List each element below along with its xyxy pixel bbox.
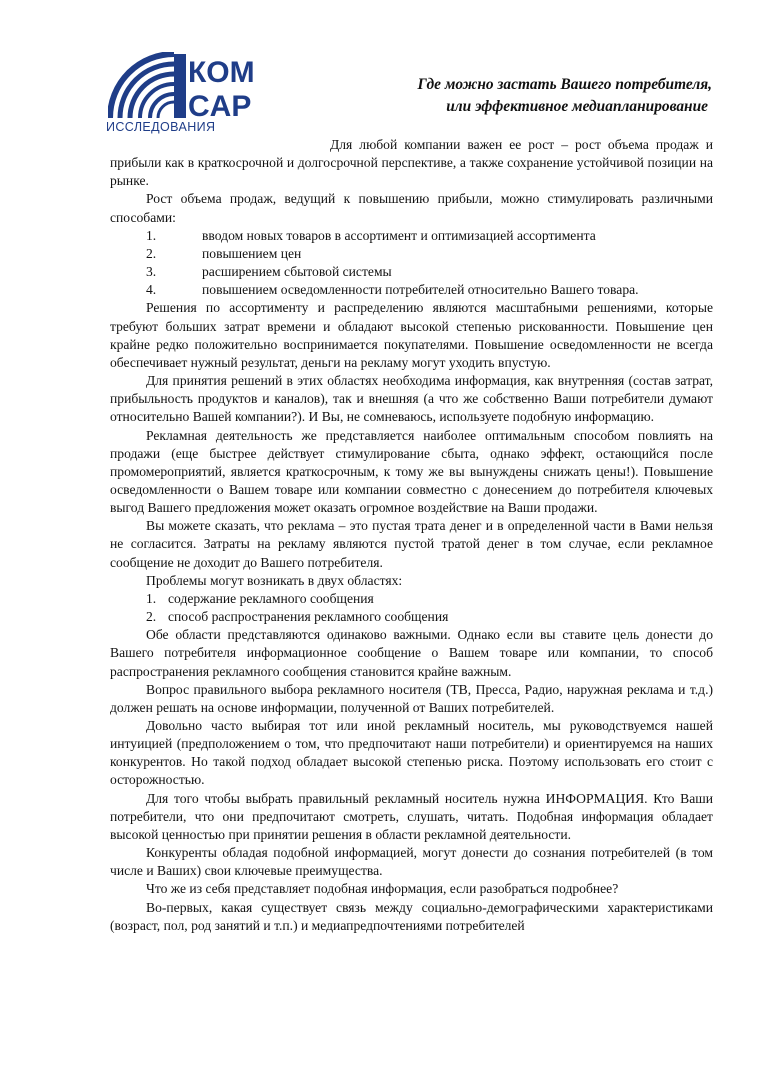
list-number: 2. [146,245,157,261]
paragraph-1: Для любой компании важен ее рост – рост объема продаж и прибыли как в краткосрочной и долгосрочной перспективе, а также сохранение устойчивой позиции на рынке. [110,137,713,189]
title-line-2: или эффективное медиапланирование [446,98,708,115]
paragraph-12: Конкуренты обладая подобной информацией, могут донести до сознания потребителей (в том числе и Ваших) свои ключевые преимущества. [110,845,713,879]
paragraph-5: Рекламная деятельность же представляется наиболее оптимальным способом повлиять на продажи (еще быстрее действует стимулирование сбыта, однако эффект, остающийся после промомероприятий, является краткосрочным, к тому же вы вынуждены снижать цены!). Повышение осведомленности о Вашем товаре или компании совместно с донесением до потребителя ключевых выгод Вашего предложения может оказать огромное воздействие на Ваши продажи. [110,427,713,516]
paragraph-3: Решения по ассортименту и распределению являются масштабными решениями, которые требуют больших затрат времени и обладают высокой степенью рискованности. Повышение цен крайне редко положительно воспринимается покупателями. Повышение осведомленности не всегда обеспечивает нужный результат, деньги на рекламу могут уходить впустую. [110,300,713,370]
paragraph-11: Для того чтобы выбрать правильный рекламный носитель нужна ИНФОРМАЦИЯ. Кто Ваши потребители, что они предпочитают смотреть, слушать, читать. Подобная информация обладает высокой ценностью при принятии решения в области рекламной деятельности. [110,790,713,842]
list-text: способ распространения рекламного сообщения [168,609,449,625]
list-number: 2. [146,609,157,625]
list-item [110,245,713,263]
paragraph-6: Вы можете сказать, что реклама – это пустая трата денег и в определенной части в Вами нельзя не согласится. Затраты на рекламу являются пустой тратой денег в том случае, если рекламное сообщение не доходит до Вашего потребителя. [110,518,713,570]
list-item [110,263,713,281]
title-line-1: Где можно застать Вашего потребителя, [417,76,712,93]
paragraph-10: Довольно часто выбирая тот или иной рекламный носитель, мы руководствуемся нашей интуицией (предположением о том, что предпочитают наши потребители) и ориентируемся на наших конкурентов. Но такой подход обладает высокой степенью риска. Поэтому использовать его стоит с осторожностью. [110,718,713,788]
list-number: 3. [146,264,157,280]
logo-arcs-icon [108,52,308,122]
list-item [110,590,713,608]
list-number: 4. [146,282,157,298]
paragraph-8: Обе области представляются одинаково важными. Однако если вы ставите цель донести до Вашего потребителя информационное сообщение о Вашем товаре или компании, то способ распространения рекламного сообщения становится крайне важным. [110,627,713,679]
list-text: содержание рекламного сообщения [168,590,374,606]
logo-text-top: КОМ [188,56,255,89]
paragraph-9: Вопрос правильного выбора рекламного носителя (ТВ, Пресса, Радио, наружная реклама и т.д.) должен решать на основе информации, полученной от Ваших потребителей. [110,681,713,715]
list-text: повышением осведомленности потребителей относительно Вашего товара. [202,282,639,298]
paragraph-13: Что же из себя представляет подобная информация, если разобраться подробнее? [146,881,619,897]
document-title [418,74,713,118]
list-item [110,281,713,299]
list-number: 1. [146,227,157,243]
list-text: расширением сбытовой системы [202,264,392,280]
paragraph-2: Рост объема продаж, ведущий к повышению прибыли, можно стимулировать различными способами: [110,191,713,225]
list-number: 1. [146,590,157,606]
logo-text-bottom: CAP [188,90,252,122]
paragraph-7: Проблемы могут возникать в двух областях: [146,572,403,588]
list-item [110,227,713,245]
list-item [110,608,713,626]
list-text: повышением цен [202,245,302,261]
list-text: вводом новых товаров в ассортимент и оптимизацией ассортимента [202,227,596,243]
logo-subtitle: ИССЛЕДОВАНИЯ [106,120,216,134]
paragraph-4: Для принятия решений в этих областях необходима информация, как внутренняя (состав затрат, прибыльность продуктов и каналов), так и внешняя (а что же собственно Ваши потребители думают относительно Вашей компании?). И Вы, не сомневаюсь, используете подобную информацию. [110,373,713,425]
paragraph-14: Во-первых, какая существует связь между социально-демографическими характеристиками (возраст, пол, род занятий и т.п.) и медиапредпочтениями потребителей [110,899,713,933]
document-body [110,136,713,935]
